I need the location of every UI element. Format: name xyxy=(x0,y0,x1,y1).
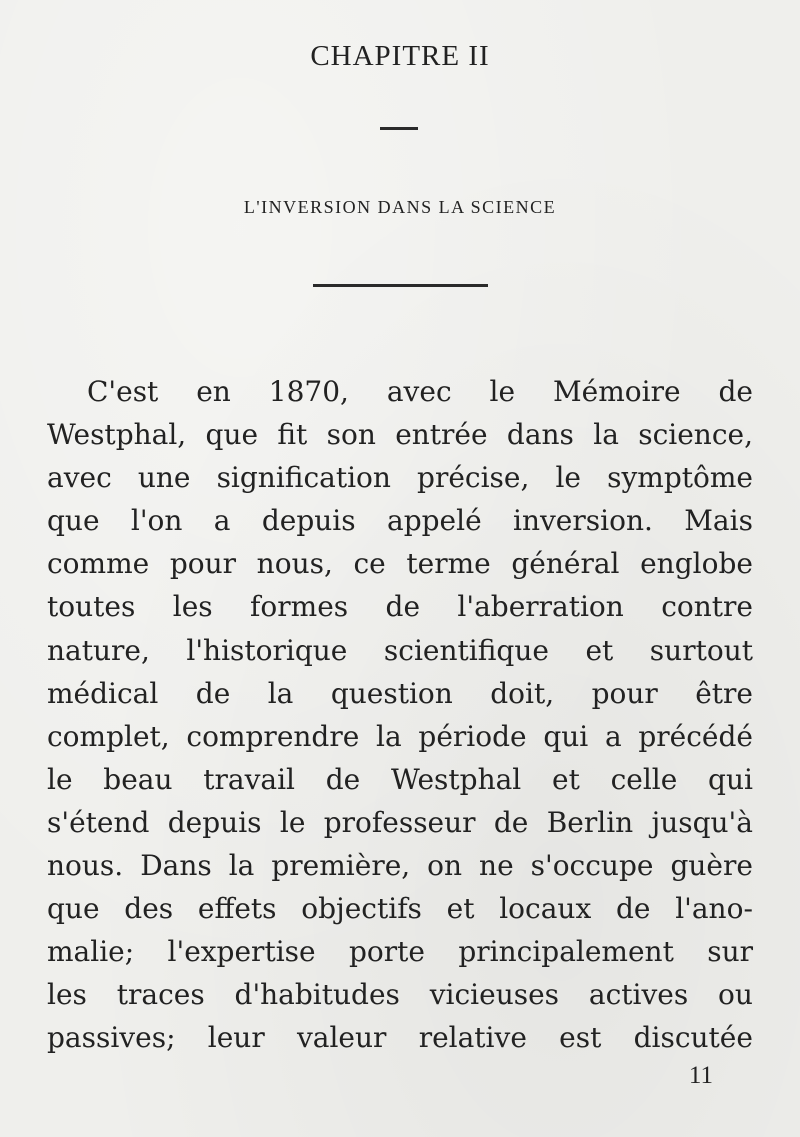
text-line xyxy=(47,973,753,1016)
word: que xyxy=(47,892,100,926)
word: en xyxy=(196,375,231,408)
word: doit, xyxy=(490,676,555,710)
text-line xyxy=(47,585,753,628)
word: pour xyxy=(591,676,658,710)
title-dash-divider xyxy=(380,127,418,130)
word: symptôme xyxy=(607,461,753,495)
word: formes xyxy=(250,590,349,624)
word: les xyxy=(47,978,87,1012)
word: ou xyxy=(718,978,753,1012)
word: a xyxy=(604,719,622,753)
word: précédé xyxy=(638,719,753,753)
word: question xyxy=(330,676,453,710)
word: avec xyxy=(47,461,112,495)
word: signification xyxy=(216,461,391,495)
word: qui xyxy=(708,762,753,796)
word: l'ano- xyxy=(675,892,753,926)
word: fit xyxy=(277,418,308,452)
word: a xyxy=(213,504,231,538)
word: son xyxy=(326,418,376,452)
word: jusqu'à xyxy=(651,805,753,839)
word: beau xyxy=(103,762,173,796)
word: entrée xyxy=(395,418,488,452)
word: nous. xyxy=(47,849,124,883)
word: la xyxy=(228,849,255,883)
word: la xyxy=(376,719,402,753)
word: Mais xyxy=(684,504,753,538)
word: scientifique xyxy=(383,633,549,667)
word: première, xyxy=(271,849,411,883)
word: englobe xyxy=(640,547,753,581)
chapter-title: CHAPITRE II xyxy=(310,40,490,72)
word: porte xyxy=(348,935,425,969)
word: les xyxy=(172,590,213,624)
word: nous, xyxy=(256,547,333,581)
word: pour xyxy=(169,547,237,581)
page-number: 11 xyxy=(688,1062,713,1089)
word: de xyxy=(493,805,529,839)
word: valeur xyxy=(296,1021,387,1055)
word: C'est xyxy=(87,375,159,408)
word: nature, xyxy=(47,633,150,667)
word: s'occupe xyxy=(530,849,654,883)
word: le xyxy=(489,375,516,408)
word: de xyxy=(385,590,421,624)
word: dans xyxy=(506,418,574,452)
word: de xyxy=(195,676,231,710)
word: contre xyxy=(661,590,753,624)
word: terme xyxy=(406,547,491,581)
word: la xyxy=(267,676,294,710)
word: locaux xyxy=(499,892,592,926)
word: la xyxy=(593,418,619,452)
word: 1870, xyxy=(268,375,349,408)
text-line xyxy=(47,413,753,456)
word: le xyxy=(279,805,306,839)
word: passives; xyxy=(47,1021,176,1055)
word: travail xyxy=(203,762,295,796)
word: depuis xyxy=(261,504,356,538)
word: Berlin xyxy=(546,805,634,839)
word: surtout xyxy=(649,633,753,667)
word: actives xyxy=(588,978,689,1012)
word: le xyxy=(47,762,73,796)
word: s'étend xyxy=(47,805,150,839)
body-paragraph xyxy=(47,370,753,1060)
word: le xyxy=(555,461,581,495)
text-line xyxy=(47,887,753,930)
word: discutée xyxy=(633,1021,753,1055)
word: une xyxy=(137,461,191,495)
word: professeur xyxy=(323,805,476,839)
word: de xyxy=(718,375,753,408)
word: guère xyxy=(670,849,753,883)
word: inversion. xyxy=(513,504,653,538)
word: science, xyxy=(638,418,753,452)
word: d'habitudes xyxy=(234,978,400,1012)
word: comprendre xyxy=(186,719,360,753)
text-line xyxy=(47,629,753,672)
word: que xyxy=(205,418,259,452)
word: est xyxy=(559,1021,602,1055)
section-rule-divider xyxy=(313,284,488,287)
word: malie; xyxy=(47,935,135,969)
text-line xyxy=(47,758,753,801)
word: général xyxy=(511,547,620,581)
word: on xyxy=(427,849,463,883)
word: principalement xyxy=(458,935,674,969)
word: Westphal xyxy=(390,762,522,796)
text-line xyxy=(47,1016,753,1059)
word: appelé xyxy=(387,504,482,538)
word: période xyxy=(418,719,527,753)
word: et xyxy=(585,633,614,667)
word: et xyxy=(446,892,475,926)
word: relative xyxy=(418,1021,527,1055)
word: ce xyxy=(353,547,386,581)
word: objectifs xyxy=(301,892,422,926)
word: depuis xyxy=(167,805,262,839)
word: traces xyxy=(116,978,205,1012)
word: l'expertise xyxy=(167,935,316,969)
word: de xyxy=(615,892,651,926)
word: médical xyxy=(47,676,159,710)
word: Dans xyxy=(140,849,212,883)
text-line xyxy=(47,801,753,844)
word: leur xyxy=(207,1021,265,1055)
text-line xyxy=(47,930,753,973)
word: l'aberration xyxy=(457,590,624,624)
text-line xyxy=(47,370,753,413)
word: effets xyxy=(197,892,277,926)
text-line xyxy=(47,499,753,542)
text-line xyxy=(47,456,753,499)
word: comme xyxy=(47,547,150,581)
word: et xyxy=(552,762,580,796)
word: de xyxy=(325,762,361,796)
word: l'on xyxy=(130,504,183,538)
word: vicieuses xyxy=(429,978,560,1012)
word: être xyxy=(695,676,753,710)
text-line xyxy=(47,542,753,585)
text-line xyxy=(47,715,753,758)
word: complet, xyxy=(47,719,170,753)
word: l'historique xyxy=(186,633,348,667)
word: qui xyxy=(543,719,589,753)
text-line xyxy=(47,844,753,887)
word: Westphal, xyxy=(47,418,187,452)
section-title: L'INVERSION DANS LA SCIENCE xyxy=(243,197,557,217)
word: toutes xyxy=(47,590,136,624)
word: précise, xyxy=(417,461,530,495)
word: avec xyxy=(386,375,452,408)
word: des xyxy=(124,892,174,926)
text-line xyxy=(47,672,753,715)
word: Mémoire xyxy=(553,375,681,408)
word: que xyxy=(47,504,100,538)
word: celle xyxy=(610,762,678,796)
word: sur xyxy=(707,935,753,969)
word: ne xyxy=(479,849,514,883)
